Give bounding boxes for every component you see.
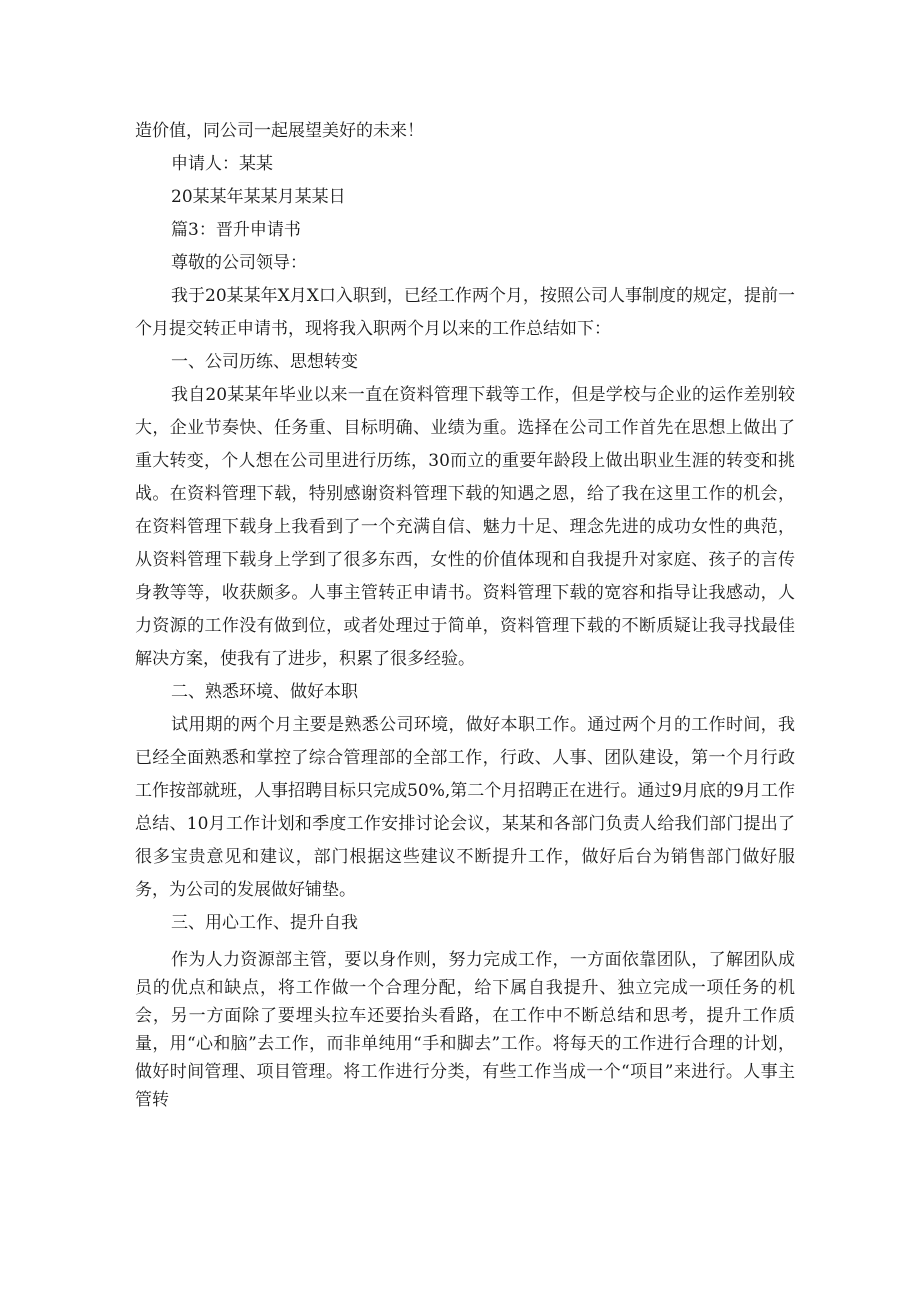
paragraph-1: 我自20某某年毕业以来一直在资料管理下载等工作，但是学校与企业的运作差别较大，企业节奏快、任务重、目标明确、业绩为重。选择在公司工作首先在思想上做出了重大转变，个人想在公司里进行历练，30而立的重要年龄段上做出职业生涯的转变和挑战。在资料管理下载，特别感谢资料管理下载的知遇之恩，给了我在这里工作的机会，在资料管理下载身上我看到了一个充满自信、魅力十足、理念先进的成功女性的典范，从资料管理下载身上学到了很多东西，女性的价值体现和自我提升对家庭、孩子的言传身教等等，收获颇多。人事主管转正申请书。资料管理下载的宽容和指导让我感动，人力资源的工作没有做到位，或者处理过于简单，资料管理下载的不断质疑让我寻找最佳解决方案，使我有了进步，积累了很多经验。: [135, 385, 795, 669]
intro-paragraph: 我于20某某年X月X口入职到，已经工作两个月，按照公司人事制度的规定，提前一个月提交转正申请书，现将我入职两个月以来的工作总结如下：: [135, 286, 795, 339]
paragraph-1-block: [135, 379, 795, 676]
paragraph-2: 试用期的两个月主要是熟悉公司环境，做好本职工作。通过两个月的工作时间，我已经全面熟悉和掌控了综合管理部的全部工作，行政、人事、团队建设，第一个月行政工作按部就班，人事招聘目标只完成50%,第二个月招聘正在进行。通过9月底的9月工作总结、10月工作计划和季度工作安排讨论会议，某某和各部门负责人给我们部门提出了很多宝贵意见和建议，部门根据这些建议不断提升工作，做好后台为销售部门做好服务，为公司的发展做好铺垫。: [135, 715, 795, 900]
signature-date: 20某某年某某月某某日: [171, 187, 346, 207]
paragraph-3: 作为人力资源部主管，要以身作则，努力完成工作，一方面依靠团队，了解团队成员的优点和缺点，将工作做一个合理分配，给下属自我提升、独立完成一项任务的机会，另一方面除了要埋头拉车还要抬头看路，在工作中不断总结和思考，提升工作质量，用“心和脑”去工作，而非单纯用“手和脚去”工作。将每天的工作进行合理的计划，做好时间管理、项目管理。将工作进行分类，有些工作当成一个“项目”来进行。人事主管转: [135, 950, 795, 1110]
intro-paragraph-block: [135, 280, 795, 346]
document-body: [135, 115, 795, 1114]
paragraph-3-block: [135, 946, 795, 1114]
section-title: 篇3：晋升申请书: [171, 220, 301, 240]
heading-3: 三、用心工作、提升自我: [171, 913, 358, 933]
heading-2: 二、熟悉环境、做好本职: [171, 682, 358, 702]
salutation: 尊敬的公司领导：: [171, 253, 307, 273]
heading-1: 一、公司历练、思想转变: [171, 352, 358, 372]
paragraph-2-block: [135, 709, 795, 907]
applicant-signature: 申请人：某某: [171, 154, 273, 174]
opening-line: 造价值，同公司一起展望美好的未来！: [135, 121, 424, 141]
